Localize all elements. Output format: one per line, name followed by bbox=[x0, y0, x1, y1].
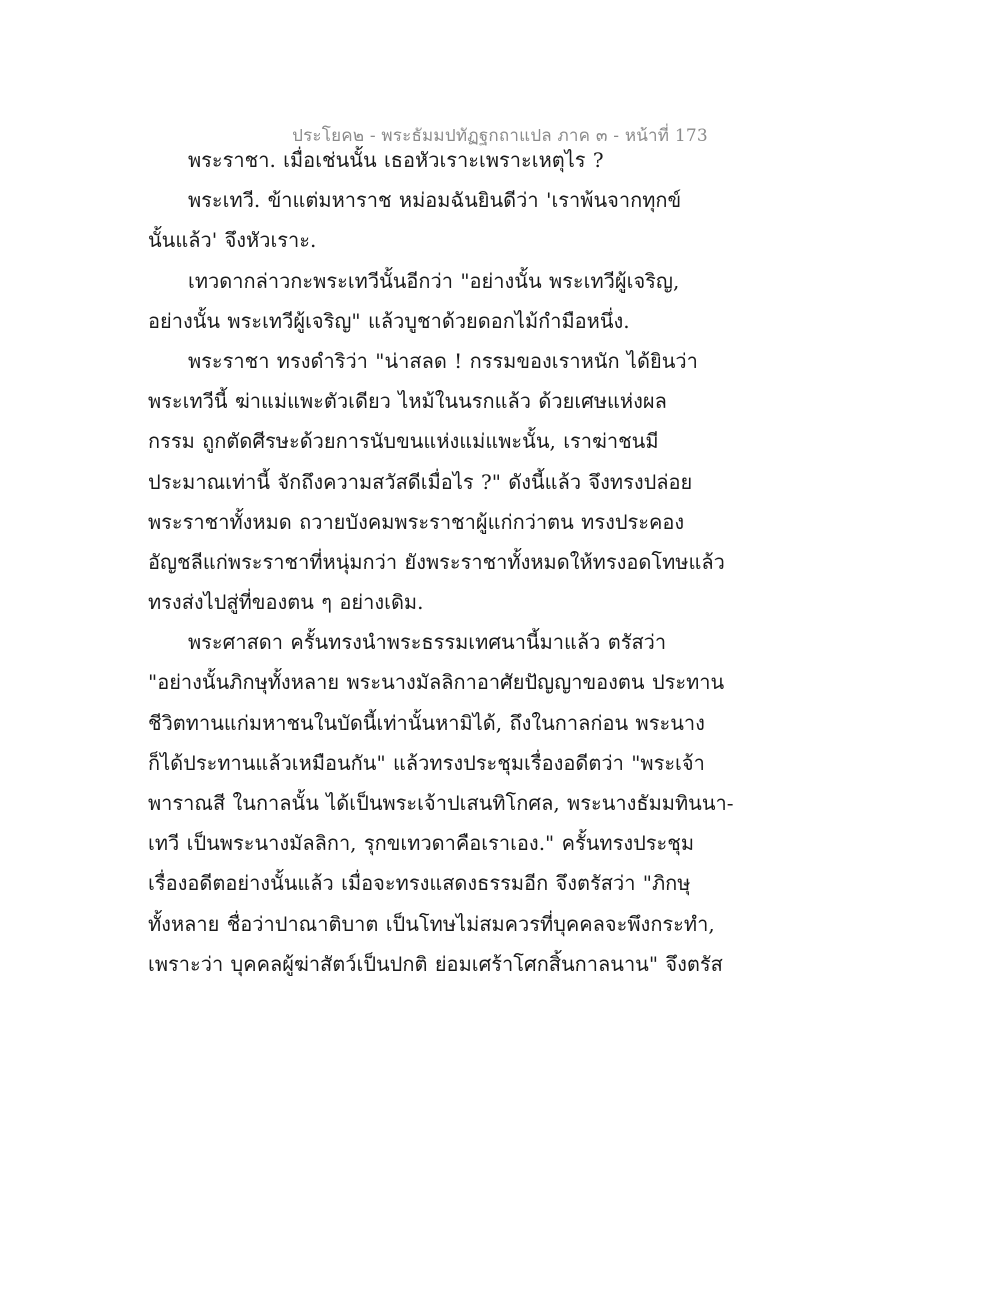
text-line: อย่างนั้น พระเทวีผู้เจริญ" แล้วบูชาด้วยดอกไม้กำมือหนึ่ง. bbox=[148, 308, 630, 333]
text-line: เทวี เป็นพระนางมัลลิกา, รุกขเทวดาคือเราเอง." ครั้นทรงประชุม bbox=[148, 831, 695, 856]
text-line: กรรม ถูกตัดศีรษะด้วยการนับขนแห่งแม่แพะนั้น, เราฆ่าชนมี bbox=[148, 429, 659, 454]
running-header: ประโยค๒ - พระธัมมปทัฏฐกถาแปล ภาค ๓ - หน้าที่ 173 bbox=[292, 126, 708, 146]
text-line: ชีวิตทานแก่มหาชนในบัดนี้เท่านั้นหามิได้, ถึงในกาลก่อน พระนาง bbox=[148, 710, 705, 735]
text-line: พระเทวี. ข้าแต่มหาราช หม่อมฉันยินดีว่า 'เราพ้นจากทุกข์ bbox=[188, 188, 682, 213]
text-line: ทั้งหลาย ชื่อว่าปาณาติบาต เป็นโทษไม่สมควรที่บุคคลจะพึงกระทำ, bbox=[148, 911, 715, 936]
text-line: เทวดากล่าวกะพระเทวีนั้นอีกว่า "อย่างนั้น พระเทวีผู้เจริญ, bbox=[188, 268, 680, 293]
body-text bbox=[148, 140, 748, 984]
text-line: "อย่างนั้นภิกษุทั้งหลาย พระนางมัลลิกาอาศัยปัญญาของตน ประทาน bbox=[148, 670, 725, 695]
text-line: พระศาสดา ครั้นทรงนำพระธรรมเทศนานี้มาแล้ว ตรัสว่า bbox=[188, 630, 667, 655]
text-line: อัญชลีแก่พระราชาที่หนุ่มกว่า ยังพระราชาทั้งหมดให้ทรงอดโทษแล้ว bbox=[148, 549, 725, 574]
text-line: พระเทวีนี้ ฆ่าแม่แพะตัวเดียว ไหม้ในนรกแล้ว ด้วยเศษแห่งผล bbox=[148, 389, 667, 414]
text-line: ทรงส่งไปสู่ที่ของตน ๆ อย่างเดิม. bbox=[148, 590, 424, 615]
text-line: ก็ได้ประทานแล้วเหมือนกัน" แล้วทรงประชุมเรื่องอดีตว่า "พระเจ้า bbox=[148, 750, 705, 775]
text-line: ประมาณเท่านี้ จักถึงความสวัสดีเมื่อไร ?" ดังนี้แล้ว จึงทรงปล่อย bbox=[148, 469, 693, 494]
text-line: พระราชา. เมื่อเช่นนั้น เธอหัวเราะเพราะเหตุไร ? bbox=[188, 148, 604, 172]
text-line: พระราชาทั้งหมด ถวายบังคมพระราชาผู้แก่กว่าตน ทรงประคอง bbox=[148, 509, 685, 534]
text-line: พาราณสี ในกาลนั้น ได้เป็นพระเจ้าปเสนทิโกศล, พระนางธัมมทินนา- bbox=[148, 791, 734, 815]
text-line: เพราะว่า บุคคลผู้ฆ่าสัตว์เป็นปกติ ย่อมเศร้าโศกสิ้นกาลนาน" จึงตรัส bbox=[148, 951, 723, 976]
text-line: พระราชา ทรงดำริว่า "น่าสลด ! กรรมของเราหนัก ได้ยินว่า bbox=[188, 348, 698, 373]
text-line: เรื่องอดีตอย่างนั้นแล้ว เมื่อจะทรงแสดงธรรมอีก จึงตรัสว่า "ภิกษุ bbox=[148, 871, 691, 896]
text-line: นั้นแล้ว' จึงหัวเราะ. bbox=[148, 228, 317, 253]
